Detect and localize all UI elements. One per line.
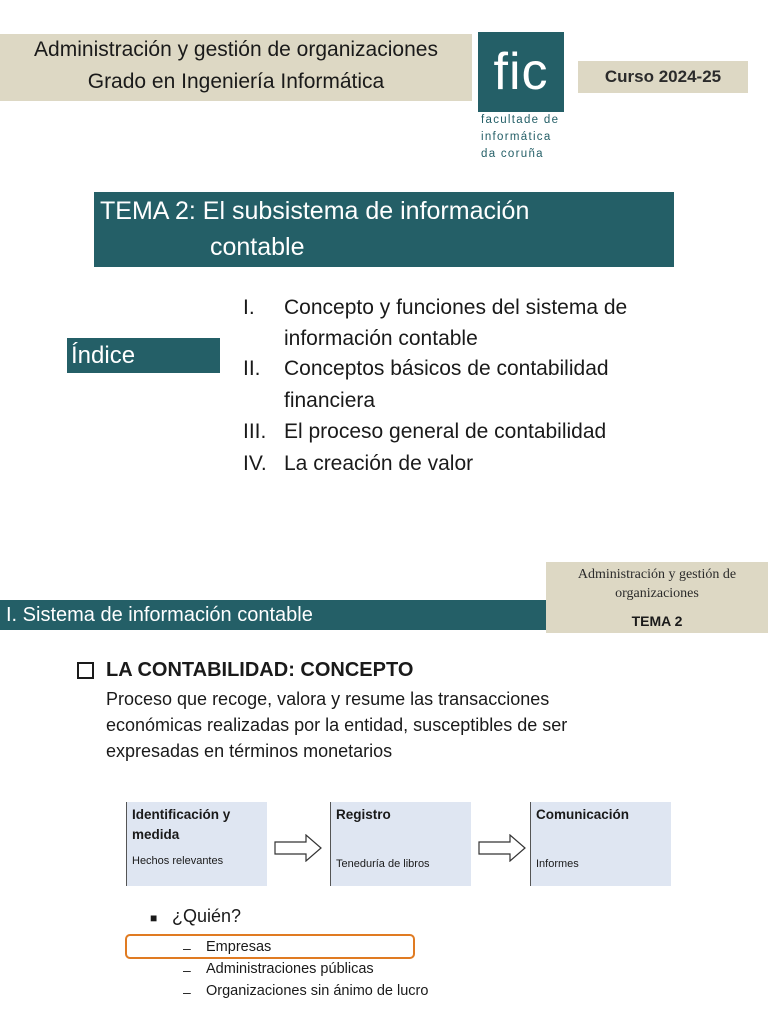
toc-number: I. xyxy=(243,296,255,319)
tema-title-box xyxy=(94,192,674,267)
logo-subtitle-3: da coruña xyxy=(481,148,544,160)
indice-label: Índice xyxy=(67,338,220,373)
definition-line: Proceso que recoge, valora y resume las transacciones xyxy=(106,689,550,709)
checkbox-bullet-icon xyxy=(77,662,94,679)
who-label: ¿Quién? xyxy=(172,906,242,926)
flow-box-subtitle: Informes xyxy=(536,858,579,870)
flow-box-comunicacion xyxy=(530,802,671,886)
flow-box-subtitle: Hechos relevantes xyxy=(132,855,224,867)
logo-subtitle-2: informática xyxy=(481,131,552,143)
flow-title-line: Identificación y xyxy=(132,807,231,822)
subject-line1: Administración y gestión de xyxy=(577,567,737,582)
toc-text: La creación de valor xyxy=(284,452,474,475)
flow-box-identificacion xyxy=(126,802,267,886)
flow-box-title: Comunicación xyxy=(536,807,630,822)
square-bullet-icon: ■ xyxy=(150,911,158,925)
concept-heading: LA CONTABILIDAD: CONCEPTO xyxy=(106,659,414,681)
logo-mark: fic xyxy=(493,43,549,101)
subject-tema: TEMA 2 xyxy=(631,613,683,629)
toc-text: El proceso general de contabilidad xyxy=(284,420,607,443)
who-item-administraciones: Administraciones públicas xyxy=(206,961,374,977)
dash-bullet-icon: – xyxy=(183,962,191,978)
section-title: I. Sistema de información contable xyxy=(0,600,546,630)
toc-number: III. xyxy=(243,420,267,443)
definition-line: expresadas en términos monetarios xyxy=(106,741,393,761)
flow-box-subtitle: Teneduría de libros xyxy=(336,858,430,870)
arrow-right-icon xyxy=(274,834,322,862)
toc-text: información contable xyxy=(284,327,478,350)
toc-number: IV. xyxy=(243,452,267,475)
toc-number: II. xyxy=(243,357,261,380)
flow-box-registro xyxy=(330,802,471,886)
flow-box-title: Registro xyxy=(336,807,391,822)
tema-title-line1: TEMA 2: El subsistema de información xyxy=(100,197,530,225)
toc-text: Concepto y funciones del sistema de xyxy=(284,296,628,319)
toc-text: financiera xyxy=(284,389,376,412)
definition-line: económicas realizadas por la entidad, susceptibles de ser xyxy=(106,715,568,735)
subject-line2: organizaciones xyxy=(615,586,699,601)
dash-bullet-icon: – xyxy=(183,940,191,956)
degree-title: Grado en Ingeniería Informática xyxy=(87,70,385,93)
tema-title-line2: contable xyxy=(210,233,305,261)
toc-text: Conceptos básicos de contabilidad xyxy=(284,357,609,380)
subject-badge xyxy=(546,562,768,633)
flow-title-line: medida xyxy=(132,827,180,842)
course-title: Administración y gestión de organizaciones xyxy=(34,38,438,61)
course-year: Curso 2024-25 xyxy=(604,67,722,86)
logo-subtitle-1: facultade de xyxy=(481,114,560,126)
arrow-right-icon xyxy=(478,834,526,862)
dash-bullet-icon: – xyxy=(183,984,191,1000)
fic-logo xyxy=(478,32,564,112)
course-year-badge xyxy=(578,61,748,93)
who-item-organizaciones: Organizaciones sin ánimo de lucro xyxy=(206,983,429,999)
who-item-empresas: Empresas xyxy=(206,939,272,955)
flow-box-title xyxy=(132,805,230,845)
course-header xyxy=(0,34,472,101)
